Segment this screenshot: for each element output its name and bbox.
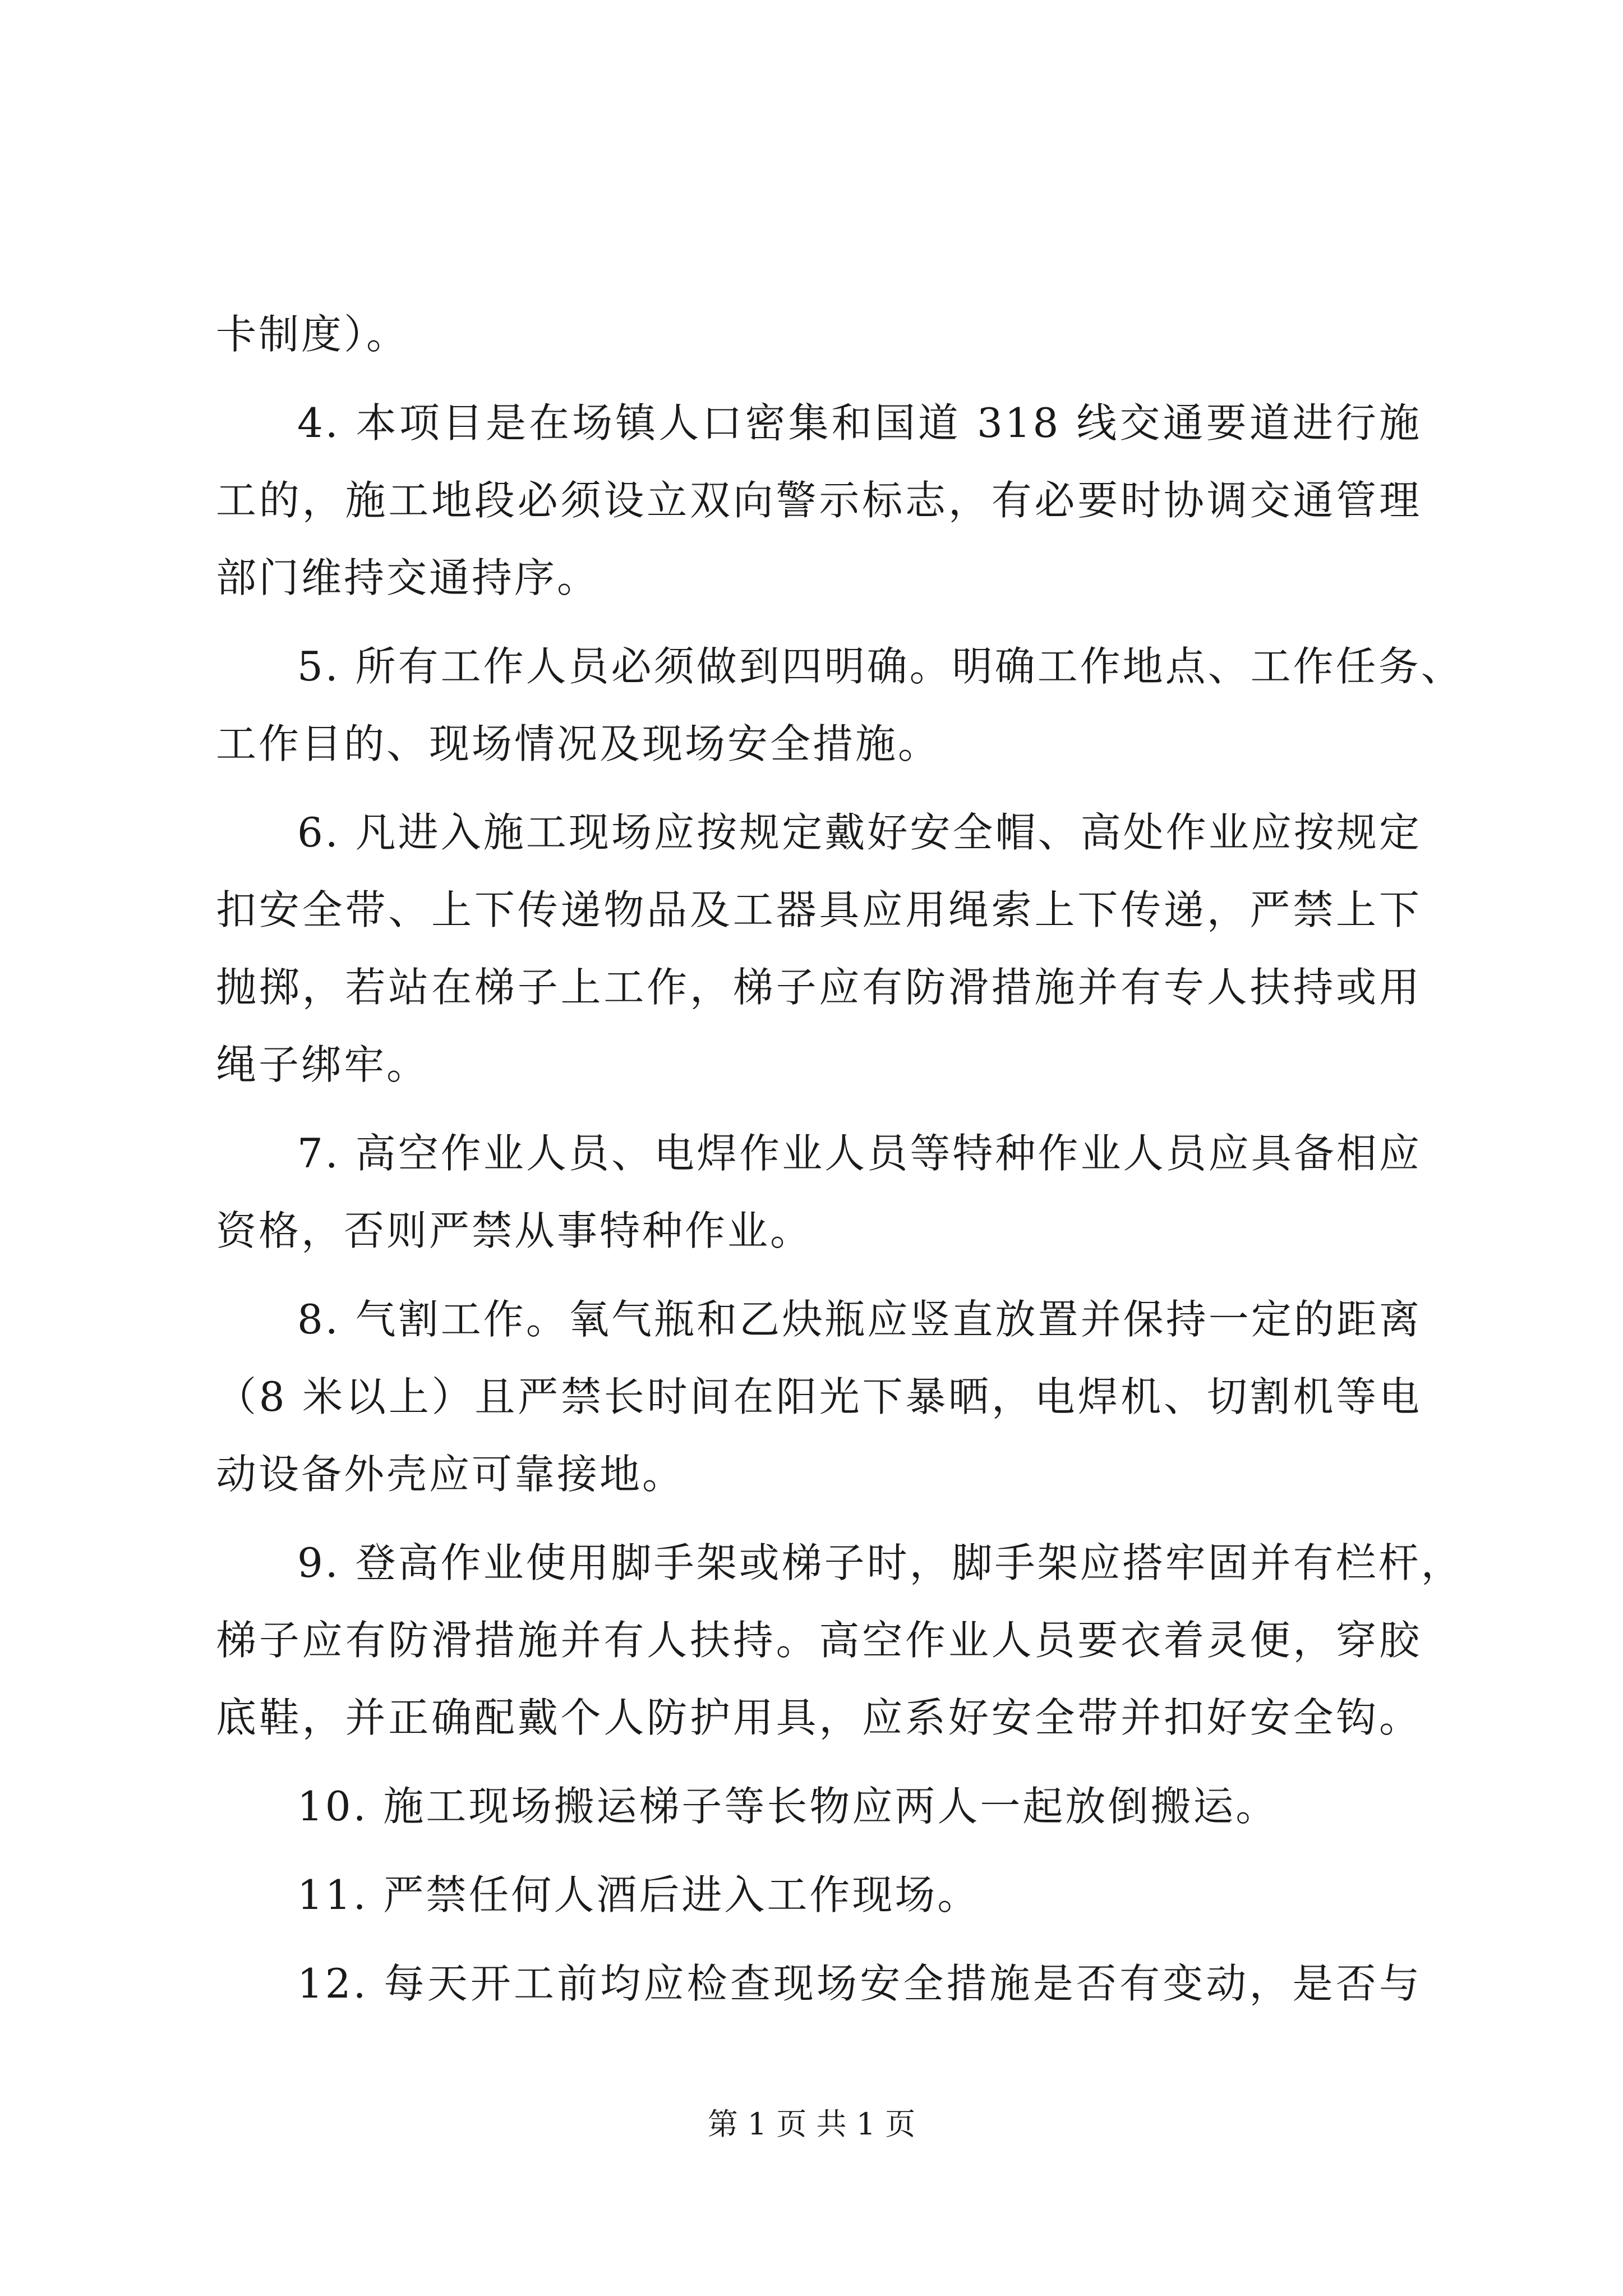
text-line: 8. 气割工作。氧气瓶和乙炔瓶应竖直放置并保持一定的距离: [297, 1296, 1422, 1343]
text-line: 5. 所有工作人员必须做到四明确。明确工作地点、工作任务、: [297, 643, 1464, 690]
text-line: 9. 登高作业使用脚手架或梯子时，脚手架应搭牢固并有栏杆，: [297, 1539, 1464, 1586]
text-line: 动设备外壳应可靠接地。: [216, 1451, 685, 1498]
text-line: 11. 严禁任何人酒后进入工作现场。: [297, 1871, 980, 1918]
text-line: 部门维持交通持序。: [216, 554, 600, 601]
text-line: 4. 本项目是在场镇人口密集和国道 318 线交通要道进行施: [297, 399, 1422, 447]
text-line: 6. 凡进入施工现场应按规定戴好安全帽、高处作业应按规定: [297, 809, 1422, 856]
text-line: 底鞋，并正确配戴个人防护用具，应系好安全带并扣好安全钩。: [216, 1694, 1422, 1741]
text-line: 扣安全带、上下传递物品及工器具应用绳索上下传递，严禁上下: [216, 886, 1422, 933]
text-line: 7. 高空作业人员、电焊作业人员等特种作业人员应具备相应: [297, 1130, 1422, 1177]
text-line: 卡制度）。: [216, 311, 409, 358]
text-line: 资格，否则严禁从事特种作业。: [216, 1207, 813, 1254]
text-line: 10. 施工现场搬运梯子等长物应两人一起放倒搬运。: [297, 1783, 1279, 1830]
text-line: 抛掷，若站在梯子上工作，梯子应有防滑措施并有专人扶持或用: [216, 964, 1422, 1011]
text-line: 工的，施工地段必须设立双向警示标志，有必要时协调交通管理: [216, 477, 1422, 524]
text-line: 工作目的、现场情况及现场安全措施。: [216, 720, 941, 767]
text-line: 梯子应有防滑措施并有人扶持。高空作业人员要衣着灵便，穿胶: [216, 1617, 1422, 1664]
page-number-footer: 第 1 页 共 1 页: [707, 2106, 916, 2142]
text-line: 绳子绑牢。: [216, 1041, 430, 1088]
text-line: （8 米以上）且严禁长时间在阳光下暴晒，电焊机、切割机等电: [216, 1373, 1422, 1420]
text-line: 12. 每天开工前均应检查现场安全措施是否有变动，是否与: [297, 1960, 1422, 2007]
